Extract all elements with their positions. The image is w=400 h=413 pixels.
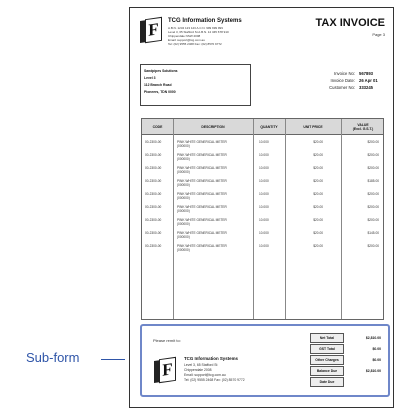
total-label: GST Total [310, 344, 344, 354]
customer-number-row [329, 84, 379, 91]
company-line: Chippendale NSW 2008 [168, 34, 201, 38]
bill-to-address [140, 64, 251, 106]
total-label: Other Charges [310, 355, 344, 365]
cell-qty: 10.000 [259, 179, 269, 183]
meta-value: 26 Apr 01 [359, 78, 378, 83]
address-line: Level 3 [144, 76, 156, 80]
cell-value: $200.00 [367, 140, 379, 144]
total-label: Balance Due [310, 366, 344, 376]
cell-desc1: PINK WHITE GENERICAL METER [177, 166, 227, 170]
table-row [142, 205, 383, 215]
meta-value: 567893 [359, 71, 373, 76]
cell-desc2: (000000) [177, 209, 190, 213]
cell-value: $200.00 [367, 205, 379, 209]
cell-price: $20.00 [313, 218, 323, 222]
invoice-number-row [329, 70, 379, 77]
cell-price: $20.00 [313, 205, 323, 209]
cell-qty: 10.000 [259, 218, 269, 222]
cell-code: 00-2300-00 [145, 231, 162, 235]
cell-price: $20.00 [313, 231, 323, 235]
cell-code: 00-2300-00 [145, 140, 162, 144]
callout-pointer-line [101, 359, 125, 360]
cell-desc2: (000000) [177, 183, 190, 187]
table-row [142, 218, 383, 228]
company-line: A.B.N. 1234 123 123 A.C.N. 999 999 999 [168, 26, 223, 30]
balance-due-row [310, 366, 384, 376]
address-line: Sandpipes Solutions [144, 69, 178, 73]
company-line: Level 3, 65 Stafford St A.B.N. 12 345 678 910 [168, 30, 229, 34]
header-description: DESCRIPTION [201, 124, 225, 129]
table-row [142, 231, 383, 241]
invoice-date-row [329, 77, 379, 84]
net-total-row [310, 333, 384, 343]
cell-desc2: (000000) [177, 222, 190, 226]
cell-code: 00-2300-00 [145, 192, 162, 196]
address-line: Pioneers, TDN 0000 [144, 90, 176, 94]
sub-form-callout-label: Sub-form [26, 350, 80, 365]
cell-price: $20.00 [313, 179, 323, 183]
date-due-row [310, 377, 384, 387]
cell-qty: 10.000 [259, 244, 269, 248]
meta-label: Invoice Date: [330, 78, 355, 83]
remit-line: Chippendale 2008 [184, 368, 212, 372]
remit-line: Level 3, 65 Stafford St [184, 363, 218, 367]
total-value: $2,810.00 [365, 336, 381, 340]
cell-value: $200.00 [367, 192, 379, 196]
cell-value: $145.00 [367, 231, 379, 235]
cell-desc2: (000000) [177, 235, 190, 239]
cell-desc2: (000000) [177, 196, 190, 200]
table-row [142, 244, 383, 254]
total-label: Net Total [310, 333, 344, 343]
total-value: $0.00 [372, 347, 381, 351]
company-line: Tel: (02) 9555 2468 Fax: (02) 8570 9772 [168, 42, 222, 46]
line-items-table [141, 118, 384, 320]
cell-qty: 10.000 [259, 192, 269, 196]
cell-desc1: PINK WHITE GENERICAL METER [177, 218, 227, 222]
cell-desc2: (000000) [177, 248, 190, 252]
cell-code: 00-2300-00 [145, 205, 162, 209]
company-line: Email: support@tcg.com.au [168, 38, 205, 42]
cell-price: $20.00 [313, 244, 323, 248]
cell-qty: 10.000 [259, 231, 269, 235]
table-row [142, 166, 383, 176]
cell-desc2: (000000) [177, 170, 190, 174]
header-quantity: QUANTITY [260, 124, 278, 129]
table-header [142, 119, 383, 135]
meta-label: Customer No: [329, 85, 355, 90]
remit-label: Please remit to: [153, 338, 181, 343]
total-value [344, 377, 384, 387]
cell-code: 00-2300-00 [145, 244, 162, 248]
f-logo-icon: F [154, 358, 176, 384]
cell-price: $20.00 [313, 192, 323, 196]
cell-desc1: PINK WHITE GENERICAL METER [177, 231, 227, 235]
cell-value: $200.00 [367, 166, 379, 170]
cell-desc1: PINK WHITE GENERICAL METER [177, 140, 227, 144]
invoice-meta [329, 70, 379, 91]
remit-line: Tel: (02) 9555 2468 Fax: (02) 8570 9772 [184, 378, 245, 382]
cell-desc2: (000000) [177, 144, 190, 148]
other-charges-row [310, 355, 384, 365]
sub-form [140, 324, 390, 397]
header-unit-price: UNIT PRICE [303, 124, 323, 129]
meta-label: Invoice No: [334, 71, 355, 76]
cell-desc1: PINK WHITE GENERICAL METER [177, 153, 227, 157]
total-value: $2,810.00 [365, 369, 381, 373]
cell-desc1: PINK WHITE GENERICAL METER [177, 179, 227, 183]
invoice-title: TAX INVOICE [315, 17, 385, 29]
cell-price: $20.00 [313, 153, 323, 157]
cell-value: $200.00 [367, 244, 379, 248]
cell-code: 00-2300-00 [145, 166, 162, 170]
cell-price: $20.00 [313, 140, 323, 144]
address-line: 112 Branch Road [144, 83, 172, 87]
cell-desc1: PINK WHITE GENERICAL METER [177, 244, 227, 248]
remit-company-name: TCG Information Systems [184, 356, 238, 361]
cell-qty: 10.000 [259, 205, 269, 209]
cell-desc2: (000000) [177, 157, 190, 161]
table-row [142, 192, 383, 202]
page-number: Page 3 [372, 32, 385, 37]
f-logo-icon: F [140, 18, 162, 44]
totals-box [310, 333, 384, 388]
cell-code: 00-2300-00 [145, 218, 162, 222]
total-label: Date Due [310, 377, 344, 387]
cell-price: $20.00 [313, 166, 323, 170]
table-row [142, 153, 383, 163]
cell-desc1: PINK WHITE GENERICAL METER [177, 205, 227, 209]
cell-qty: 10.000 [259, 140, 269, 144]
cell-value: $200.00 [367, 153, 379, 157]
table-row [142, 179, 383, 189]
cell-code: 00-2300-00 [145, 179, 162, 183]
header-code: CODE [152, 124, 163, 129]
cell-value: $185.00 [367, 179, 379, 183]
cell-value: $200.00 [367, 218, 379, 222]
cell-code: 00-2300-00 [145, 153, 162, 157]
company-name: TCG Information Systems [168, 18, 242, 24]
gst-total-row [310, 344, 384, 354]
header-value: VALUE (Excl. G.S.T.) [352, 122, 374, 131]
cell-qty: 10.000 [259, 153, 269, 157]
remit-line: Email: support@tcg.com.au [184, 373, 226, 377]
total-value: $0.00 [372, 358, 381, 362]
cell-qty: 10.000 [259, 166, 269, 170]
cell-desc1: PINK WHITE GENERICAL METER [177, 192, 227, 196]
meta-value: 333245 [359, 85, 373, 90]
table-row [142, 140, 383, 150]
